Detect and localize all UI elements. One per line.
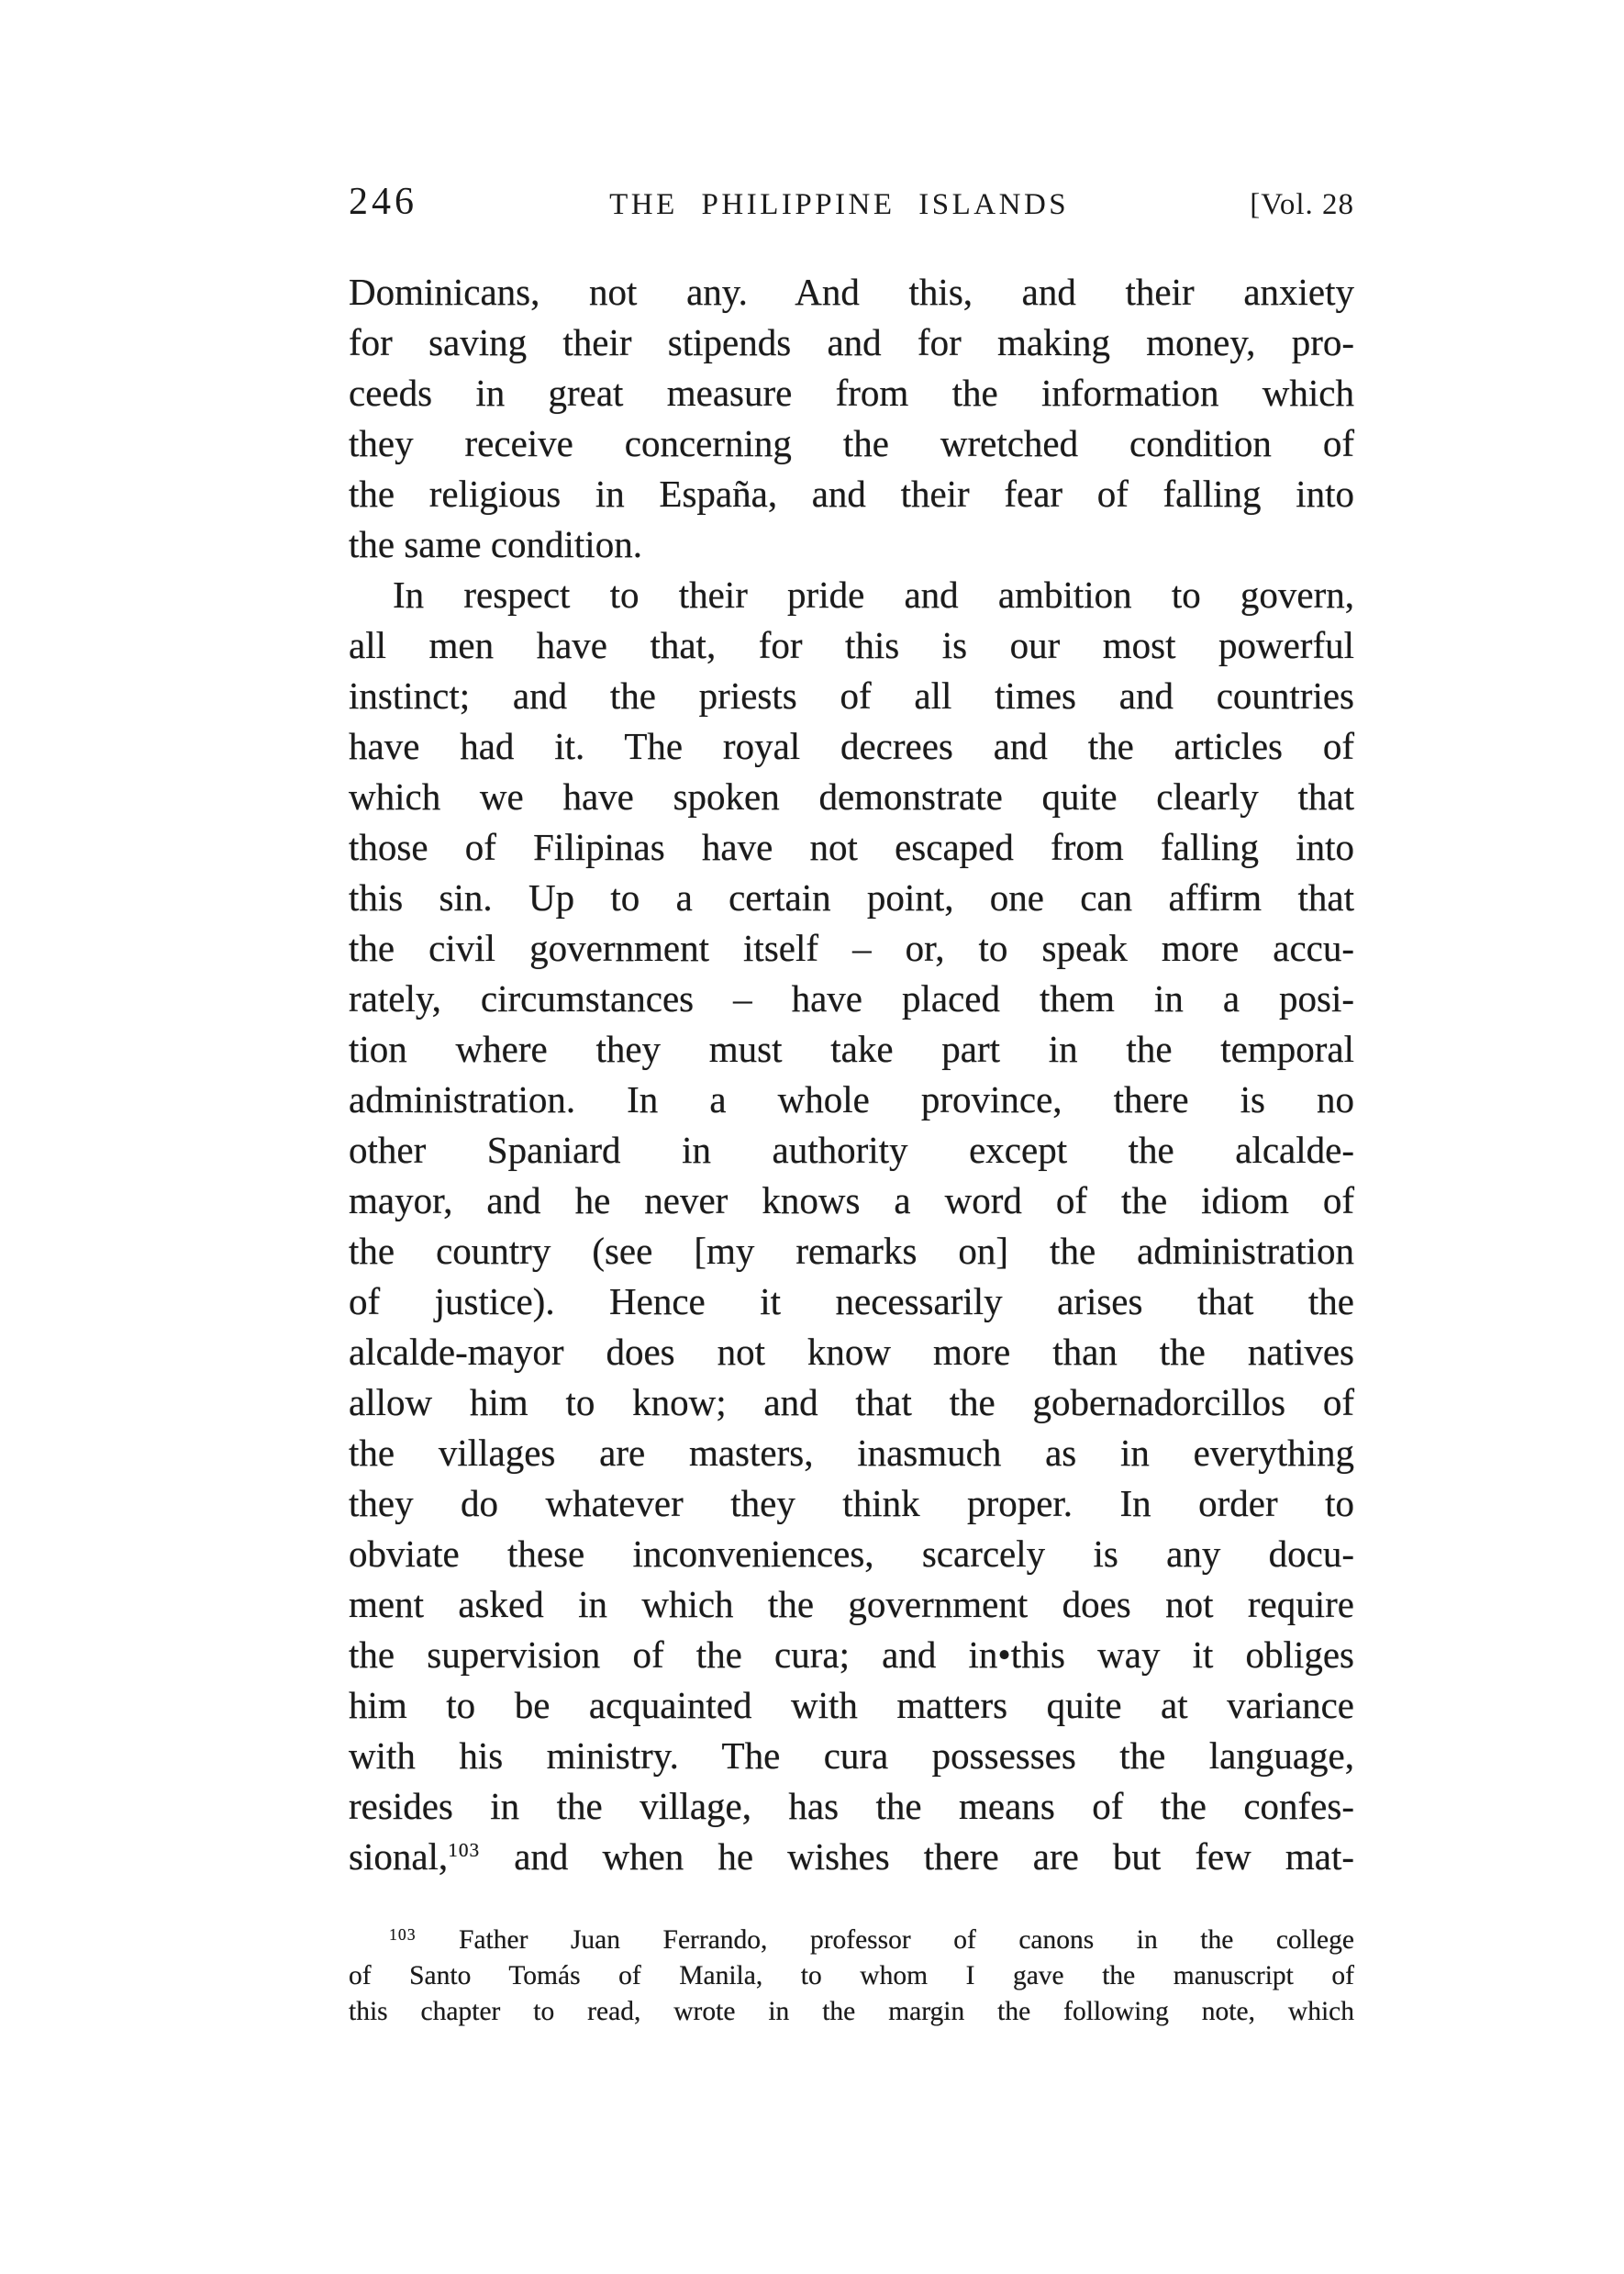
text-line: ment asked in which the government does not require [349, 1583, 1354, 1625]
footnote [349, 1923, 1354, 2030]
text-line: the supervision of the cura; and in•this way it obliges [349, 1633, 1354, 1676]
text-line: for saving their stipends and for making money, pro- [349, 321, 1354, 363]
footnote-reference-103: 103 [448, 1839, 481, 1861]
footnote-text: Father Juan Ferrando, professor of canons in the college [416, 1925, 1354, 1955]
text-line: they do whatever they think proper. In order to [349, 1482, 1354, 1524]
text-line: the country (see [my remarks on] the administration [349, 1230, 1354, 1272]
page-number: 246 [349, 181, 417, 223]
text-segment: and when he wishes there are but few mat- [480, 1835, 1354, 1878]
text-line: allow him to know; and that the gobernadorcillos of [349, 1381, 1354, 1423]
text-line: administration. In a whole province, there is no [349, 1078, 1354, 1120]
text-line: they receive concerning the wretched condition of [349, 422, 1354, 464]
text-line: him to be acquainted with matters quite at variance [349, 1684, 1354, 1726]
text-line: have had it. The royal decrees and the articles of [349, 725, 1354, 767]
text-line-with-footnote-ref [349, 1832, 1354, 1882]
text-line: the villages are masters, inasmuch as in everything [349, 1432, 1354, 1474]
volume-label: [Vol. 28 [1250, 188, 1354, 221]
body-text [349, 267, 1354, 1882]
text-line: this sin. Up to a certain point, one can affirm that [349, 876, 1354, 919]
text-line: all men have that, for this is our most powerful [349, 624, 1354, 666]
text-line: obviate these inconveniences, scarcely is any docu- [349, 1533, 1354, 1575]
text-line: which we have spoken demonstrate quite clearly that [349, 775, 1354, 818]
text-line: of justice). Hence it necessarily arises that the [349, 1280, 1354, 1322]
text-line: the religious in España, and their fear of falling into [349, 473, 1354, 515]
footnote-marker-103: 103 [389, 1925, 417, 1944]
text-line: In respect to their pride and ambition to govern, [393, 574, 1354, 616]
text-line: instinct; and the priests of all times and countries [349, 674, 1354, 717]
text-line: other Spaniard in authority except the alcalde- [349, 1129, 1354, 1171]
footnote-line [349, 1923, 1354, 1958]
footnote-line: of Santo Tomás of Manila, to whom I gave the manuscript of [349, 1961, 1354, 1990]
text-line: alcalde-mayor does not know more than the natives [349, 1331, 1354, 1373]
text-column [349, 180, 1354, 2030]
text-line: the same condition. [349, 523, 642, 565]
text-line: tion where they must take part in the temporal [349, 1028, 1354, 1070]
running-head [349, 180, 1354, 231]
text-line: Dominicans, not any. And this, and their anxiety [349, 271, 1354, 313]
text-line: rately, circumstances – have placed them in a posi- [349, 977, 1354, 1020]
text-line: the civil government itself – or, to speak more accu- [349, 927, 1354, 969]
text-line: with his ministry. The cura possesses the language, [349, 1734, 1354, 1777]
footnote-line: this chapter to read, wrote in the margin the following note, which [349, 1997, 1354, 2026]
text-line: those of Filipinas have not escaped from falling into [349, 826, 1354, 868]
text-segment: sional, [349, 1835, 449, 1878]
text-line: ceeds in great measure from the information which [349, 372, 1354, 414]
running-title: THE PHILIPPINE ISLANDS [609, 188, 1070, 221]
text-line: resides in the village, has the means of the confes- [349, 1785, 1354, 1827]
text-line: mayor, and he never knows a word of the idiom of [349, 1179, 1354, 1221]
